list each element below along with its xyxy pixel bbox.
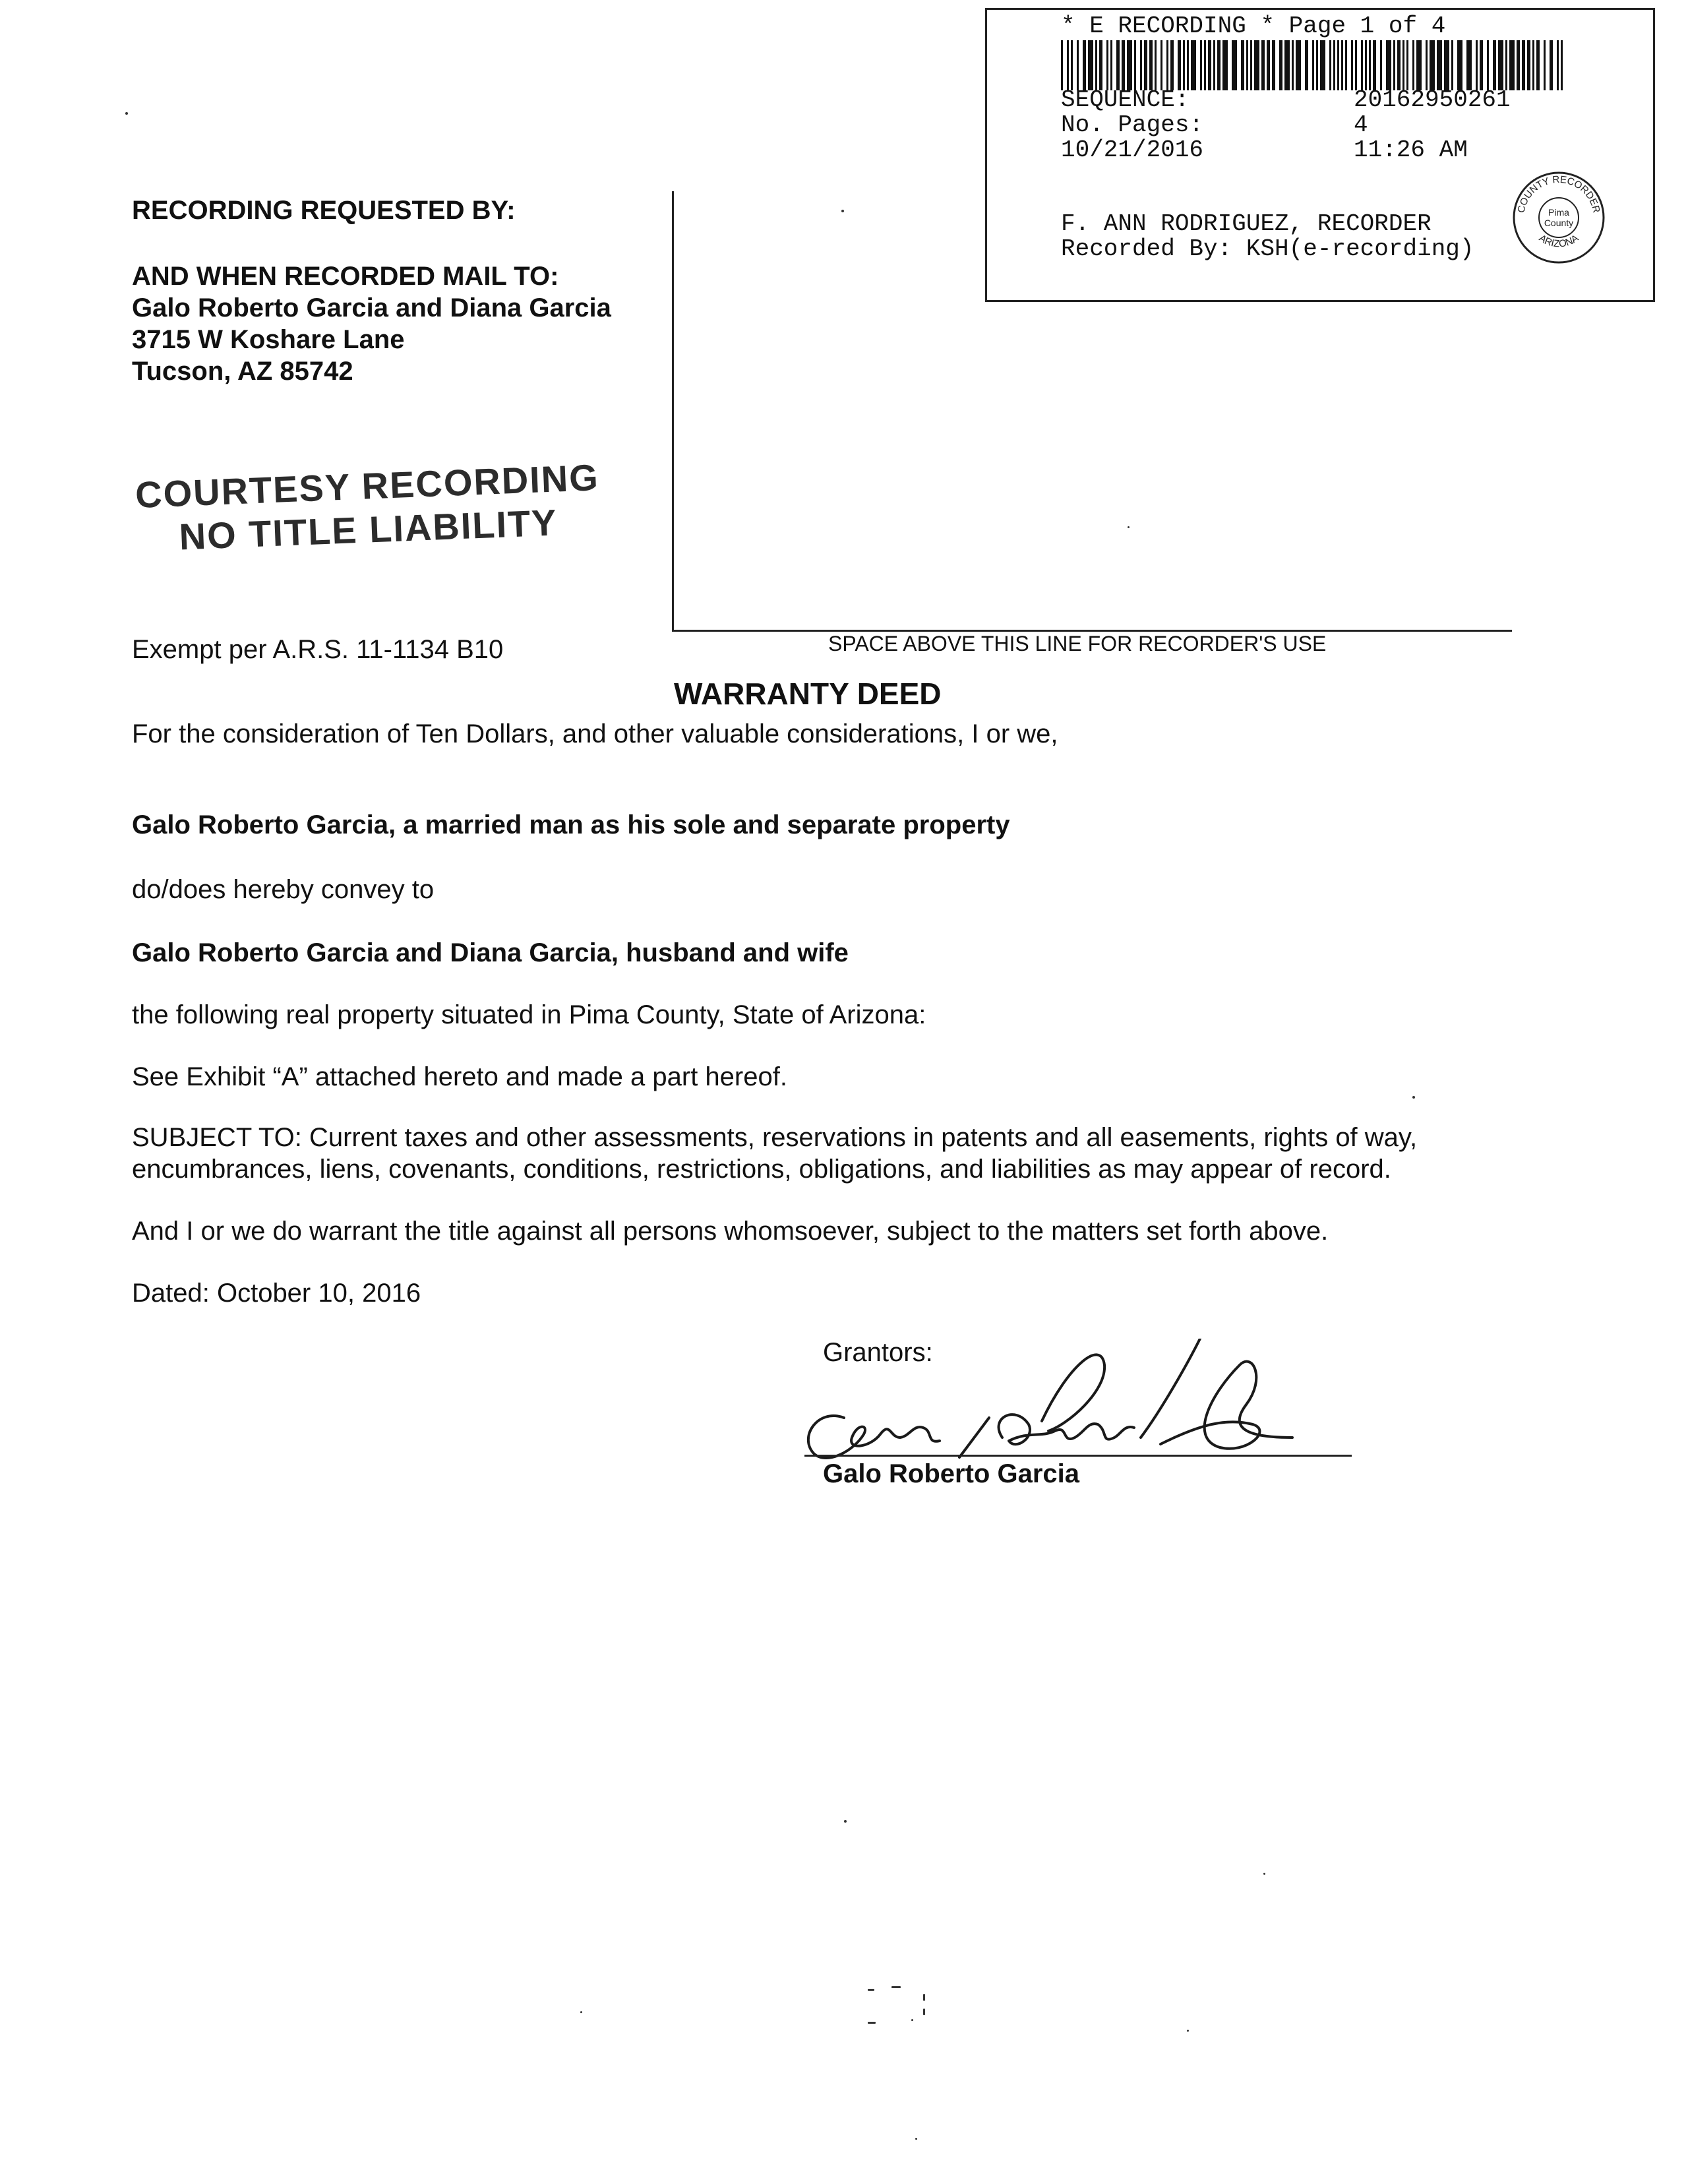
barcode-bar [1312, 40, 1314, 90]
barcode-bar [1498, 40, 1503, 90]
barcode-bar [1457, 40, 1462, 90]
barcode-bar [1191, 40, 1196, 90]
grantor-text: Galo Roberto Garcia, a married man as his sole and separate property [132, 810, 1010, 839]
barcode-bar [1166, 40, 1168, 90]
seal-top-text: COUNTY RECORDER [1515, 173, 1602, 214]
barcode-bar [1337, 40, 1339, 90]
convey-text: do/does hereby convey to [132, 875, 435, 904]
recording-banner: * E RECORDING * Page 1 of 4 [1061, 13, 1446, 40]
warranty-text: And I or we do warrant the title against all persons whomsoever, subject to the matters set forth above. [132, 1217, 1329, 1246]
scan-speck [911, 2019, 913, 2021]
deed-title: WARRANTY DEED [674, 677, 942, 711]
barcode-bar [1561, 40, 1563, 90]
barcode-bar [1144, 40, 1147, 90]
mail-to-city: Tucson, AZ 85742 [132, 357, 353, 386]
scan-speck [868, 2022, 876, 2024]
barcode-bar [1204, 40, 1206, 90]
barcode-bar [1241, 40, 1244, 90]
barcode-bar [1077, 40, 1079, 90]
barcode-bar [1292, 40, 1294, 90]
barcode-bar [1106, 40, 1108, 90]
sequence-label: SEQUENCE: [1061, 86, 1190, 113]
barcode-bar [1426, 40, 1428, 90]
grantors-label: Grantors: [823, 1338, 933, 1367]
scan-speck [923, 1994, 925, 2001]
barcode-bar [1067, 40, 1069, 90]
stamp-line-2: NO TITLE LIABILITY [178, 501, 558, 558]
barcode-bar [1200, 40, 1202, 90]
barcode-bar [1380, 40, 1382, 90]
seal-center-text-2: County [1544, 218, 1574, 228]
barcode-bar [1355, 40, 1357, 90]
recorder-use-note: SPACE ABOVE THIS LINE FOR RECORDER'S USE [828, 632, 1327, 655]
barcode-bar [1140, 40, 1142, 90]
mail-to-street: 3715 W Koshare Lane [132, 325, 405, 354]
barcode-bar [1320, 40, 1325, 90]
barcode [1061, 40, 1569, 90]
barcode-bar [1402, 40, 1404, 90]
barcode-bar [1217, 40, 1221, 90]
pages-value: 4 [1354, 111, 1368, 138]
barcode-bar [1505, 40, 1507, 90]
recording-time: 11:26 AM [1354, 136, 1468, 164]
barcode-bar [1527, 40, 1530, 90]
barcode-bar [1493, 40, 1496, 90]
scan-speck [841, 210, 844, 212]
barcode-bar [1351, 40, 1353, 90]
barcode-bar [1329, 40, 1331, 90]
barcode-bar [1183, 40, 1185, 90]
barcode-bar [1071, 40, 1073, 90]
sequence-value: 20162950261 [1354, 86, 1511, 113]
seal-bottom-text: ARIZONA [1536, 232, 1581, 250]
barcode-bar [1451, 40, 1453, 90]
barcode-bar [1155, 40, 1157, 90]
barcode-bar [1246, 40, 1248, 90]
subject-to-line-1: SUBJECT TO: Current taxes and other assessments, reservations in patents and all easements, rights of way, [132, 1123, 1418, 1152]
barcode-bar [1061, 40, 1063, 90]
header-vertical-divider [672, 191, 674, 632]
barcode-bar [1095, 40, 1097, 90]
pages-label: No. Pages: [1061, 111, 1204, 138]
barcode-bar [1444, 40, 1449, 90]
scan-speck [1187, 2030, 1189, 2032]
recorder-box [985, 8, 1655, 302]
signature-mark [791, 1339, 1306, 1471]
consideration-text: For the consideration of Ten Dollars, and other valuable considerations, I or we, [132, 719, 1058, 748]
mail-to-name: Galo Roberto Garcia and Diana Garcia [132, 293, 611, 322]
barcode-bar [1522, 40, 1525, 90]
barcode-bar [1272, 40, 1275, 90]
barcode-bar [1088, 40, 1093, 90]
recorder-name: F. ANN RODRIGUEZ, RECORDER [1061, 210, 1432, 237]
barcode-bar [1437, 40, 1442, 90]
barcode-bar [1261, 40, 1265, 90]
barcode-bar [1369, 40, 1371, 90]
courtesy-recording-stamp [135, 456, 601, 561]
barcode-bar [1279, 40, 1282, 90]
barcode-bar [1361, 40, 1363, 90]
scan-speck [915, 2138, 917, 2140]
property-text: the following real property situated in Pima County, State of Arizona: [132, 1000, 926, 1029]
barcode-bar [1536, 40, 1540, 90]
barcode-bar [1134, 40, 1136, 90]
scan-speck [923, 2009, 925, 2015]
barcode-bar [1487, 40, 1489, 90]
scan-speck [125, 112, 128, 115]
county-recorder-seal-icon [1509, 168, 1608, 267]
barcode-bar [1430, 40, 1435, 90]
barcode-bar [1373, 40, 1376, 90]
scan-speck [1263, 1873, 1265, 1875]
barcode-bar [1208, 40, 1211, 90]
barcode-bar [1480, 40, 1483, 90]
barcode-bar [1232, 40, 1237, 90]
barcode-bar [1386, 40, 1391, 90]
barcode-bar [1333, 40, 1335, 90]
exempt-note: Exempt per A.R.S. 11-1134 B10 [132, 635, 504, 664]
barcode-bar [1296, 40, 1301, 90]
scan-speck [868, 1989, 874, 1991]
barcode-bar [1083, 40, 1086, 90]
barcode-bar [1116, 40, 1120, 90]
barcode-bar [1532, 40, 1534, 90]
scan-speck [1412, 1096, 1415, 1099]
barcode-bar [1406, 40, 1408, 90]
barcode-bar [1170, 40, 1174, 90]
recorded-by: Recorded By: KSH(e-recording) [1061, 235, 1474, 262]
barcode-bar [1517, 40, 1520, 90]
barcode-bar [1254, 40, 1259, 90]
barcode-bar [1509, 40, 1515, 90]
barcode-bar [1416, 40, 1422, 90]
scan-speck [1128, 526, 1130, 528]
barcode-bar [1305, 40, 1308, 90]
barcode-bar [1557, 40, 1559, 90]
barcode-bar [1393, 40, 1395, 90]
stamp-line-1: COURTESY RECORDING [135, 456, 600, 516]
signature-line [804, 1455, 1352, 1457]
barcode-bar [1149, 40, 1153, 90]
barcode-bar [1365, 40, 1367, 90]
barcode-bar [1127, 40, 1132, 90]
barcode-bar [1122, 40, 1125, 90]
recording-requested-by: RECORDING REQUESTED BY: [132, 196, 516, 225]
exhibit-text: See Exhibit “A” attached hereto and made a part hereof. [132, 1062, 787, 1091]
recording-date: 10/21/2016 [1061, 136, 1204, 164]
subject-to-line-2: encumbrances, liens, covenants, conditions, restrictions, obligations, and liabilities as may appear of record. [132, 1155, 1391, 1184]
barcode-bar [1284, 40, 1290, 90]
barcode-bar [1316, 40, 1318, 90]
barcode-bar [1222, 40, 1228, 90]
barcode-bar [1550, 40, 1553, 90]
barcode-bar [1110, 40, 1112, 90]
barcode-bar [1160, 40, 1162, 90]
barcode-bar [1267, 40, 1270, 90]
barcode-bar [1099, 40, 1102, 90]
barcode-bar [1412, 40, 1414, 90]
barcode-bar [1345, 40, 1347, 90]
barcode-bar [1397, 40, 1401, 90]
barcode-bar [1187, 40, 1189, 90]
mail-to-label: AND WHEN RECORDED MAIL TO: [132, 262, 559, 291]
grantee-text: Galo Roberto Garcia and Diana Garcia, husband and wife [132, 938, 849, 967]
barcode-bar [1213, 40, 1215, 90]
scan-speck [891, 1986, 901, 1988]
seal-center-text-1: Pima [1548, 207, 1569, 218]
barcode-bar [1341, 40, 1343, 90]
signer-name: Galo Roberto Garcia [823, 1459, 1079, 1488]
scan-speck [580, 2011, 582, 2013]
scan-speck [844, 1820, 847, 1823]
barcode-bar [1476, 40, 1478, 90]
barcode-bar [1250, 40, 1252, 90]
dated-text: Dated: October 10, 2016 [132, 1279, 421, 1308]
barcode-bar [1544, 40, 1546, 90]
barcode-bar [1178, 40, 1181, 90]
barcode-bar [1466, 40, 1472, 90]
